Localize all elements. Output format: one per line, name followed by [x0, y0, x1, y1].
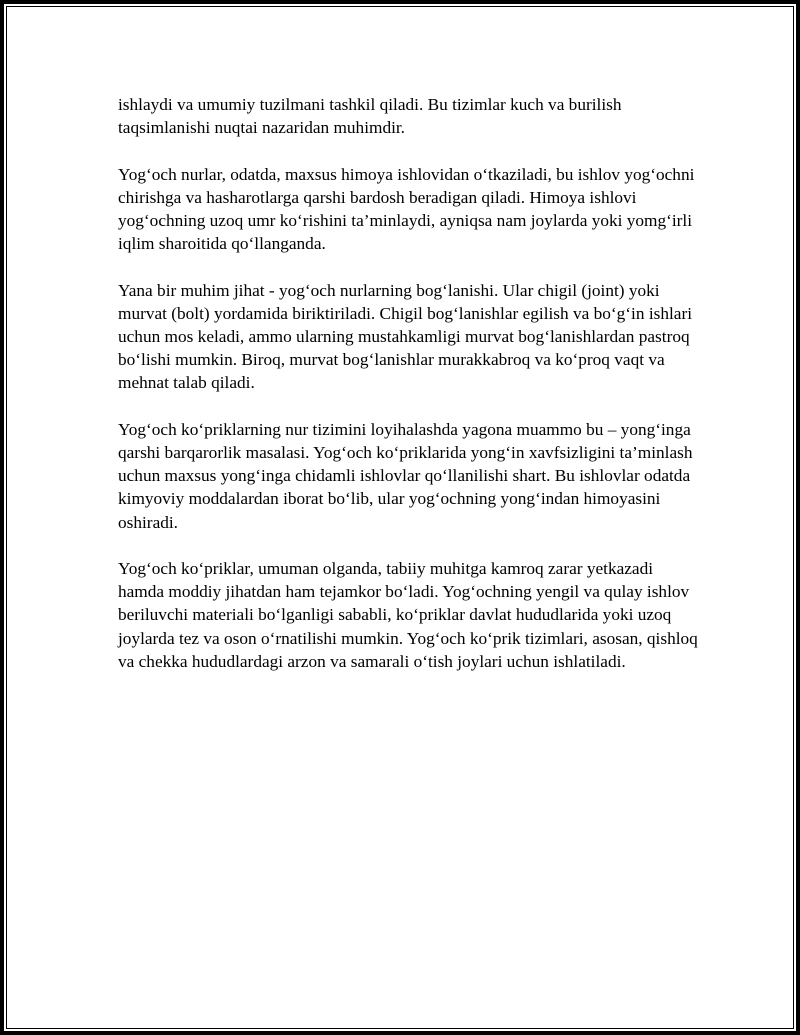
- document-body: [118, 93, 698, 696]
- paragraph-1: ishlaydi va umumiy tuzilmani tashkil qiladi. Bu tizimlar kuch va burilish taqsimlanishi nuqtai nazaridan muhimdir.: [118, 95, 622, 138]
- paragraph-2: Yog‘och nurlar, odatda, maxsus himoya ishlovidan o‘tkaziladi, bu ishlov yog‘ochni chirishga va hasharotlarga qarshi bardosh beradigan qiladi. Himoya ishlovi yog‘ochning uzoq umr ko‘rishini ta’minlaydi, ayniqsa nam joylarda yoki yomg‘irli iqlim sharoitida qo‘llanganda.: [118, 164, 695, 254]
- paragraph-3: Yana bir muhim jihat - yog‘och nurlarning bog‘lanishi. Ular chigil (joint) yoki murvat (bolt) yordamida biriktiriladi. Chigil bog‘lanishlar egilish va bo‘g‘in ishlari uchun mos keladi, ammo ularning mustahkamligi murvat bog‘lanishlardan pastroq bo‘lishi mumkin. Biroq, murvat bog‘lanishlar murakkabroq va ko‘proq vaqt va mehnat talab qiladi.: [118, 280, 693, 393]
- paragraph-4: Yog‘och ko‘priklarning nur tizimini loyihalashda yagona muammo bu – yong‘inga qarshi barqarorlik masalasi. Yog‘och ko‘priklarida yong‘in xavfsizligini ta’minlash uchun maxsus yong‘inga chidamli ishlovlar qo‘llanilishi shart. Bu ishlovlar odatda kimyoviy moddalardan iborat bo‘lib, ular yog‘ochning yong‘indan himoyasini oshiradi.: [118, 419, 693, 532]
- paragraph-5: Yog‘och ko‘priklar, umuman olganda, tabiiy muhitga kamroq zarar yetkazadi hamda moddiy jihatdan ham tejamkor bo‘ladi. Yog‘ochning yengil va qulay ishlov beriluvchi materiali bo‘lganligi sababli, ko‘priklar davlat hududlarida yoki uzoq joylarda tez va oson o‘rnatilishi mumkin. Yog‘och ko‘prik tizimlari, asosan, qishloq va chekka hududlardagi arzon va samarali o‘tish joylari uchun ishlatiladi.: [118, 559, 698, 671]
